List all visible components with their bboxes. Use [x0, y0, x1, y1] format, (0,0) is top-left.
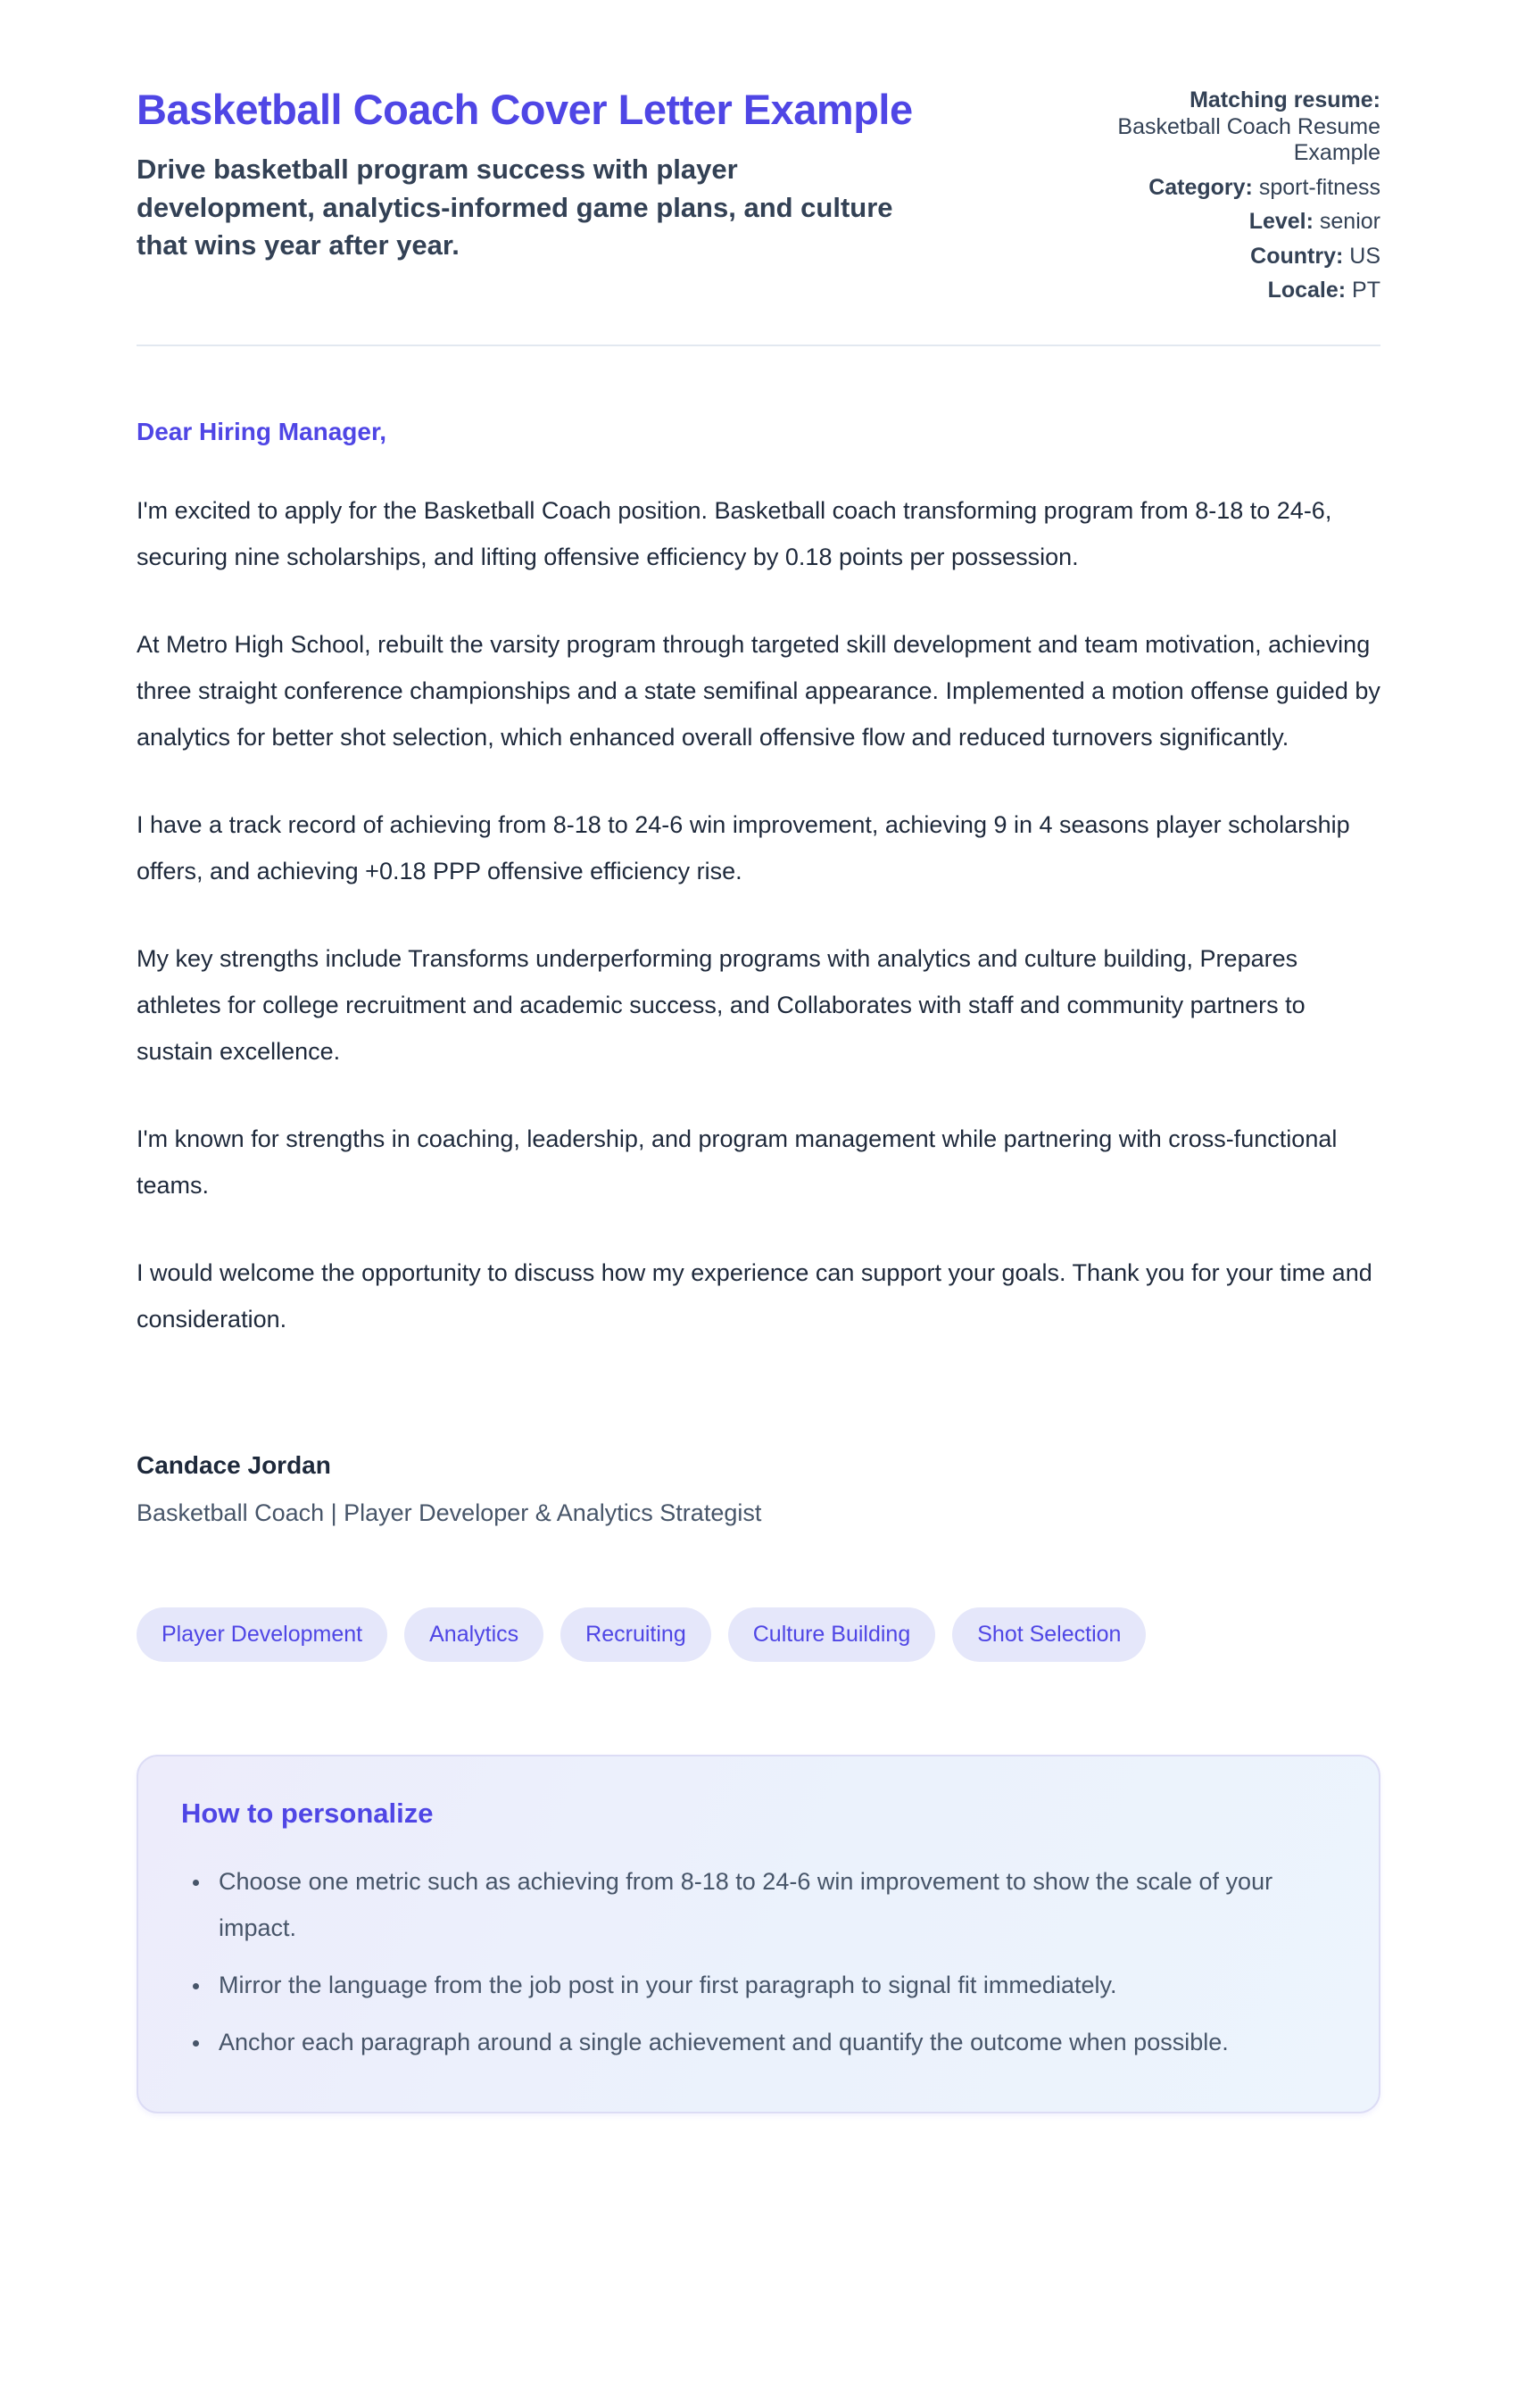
meta-category-value: sport-fitness	[1258, 174, 1380, 200]
letter-paragraph: My key strengths include Transforms underperforming programs with analytics and culture building, Prepares athletes for college recruitment and academic success, and Collaborates with staff and community partners to sustain excellence.	[137, 944, 1306, 1065]
page-subtitle: Drive basketball program success with player development, analytics-informed game plans, and culture that wins year after year.	[137, 153, 893, 262]
meta-country-value: US	[1349, 243, 1380, 269]
page-title: Basketball Coach Cover Letter Example	[137, 86, 913, 133]
letter-paragraph: At Metro High School, rebuilt the varsity program through targeted skill development and team motivation, achieving three straight conference championships and a state semifinal appearance. Implemented a motion offense guided by analytics for better shot selection, which enhanced overall offensive flow and reduced turnovers significantly.	[137, 630, 1380, 751]
letter-body	[137, 418, 1380, 1527]
tips-list	[181, 1858, 1336, 2065]
how-to-personalize-card	[137, 1755, 1380, 2113]
tag-recruiting[interactable]: Recruiting	[560, 1607, 711, 1662]
tips-title: How to personalize	[181, 1797, 434, 1829]
letter-paragraph: I have a track record of achieving from 8-18 to 24-6 win improvement, achieving 9 in 4 seasons player scholarship offers, and achieving +0.18 PPP offensive efficiency rise.	[137, 810, 1350, 884]
meta-locale	[1104, 278, 1380, 304]
tag-player-development[interactable]: Player Development	[137, 1607, 387, 1662]
meta-level	[1104, 209, 1380, 236]
tag-culture-building[interactable]: Culture Building	[728, 1607, 936, 1662]
letter-paragraph: I would welcome the opportunity to discuss how my experience can support your goals. Thank you for your time and consideration.	[137, 1258, 1372, 1333]
tips-item: • Choose one metric such as achieving from 8-18 to 24-6 win improvement to show the scale of your impact.	[211, 1858, 1336, 1951]
tips-item: • Anchor each paragraph around a single achievement and quantify the outcome when possible.	[211, 2019, 1336, 2065]
signature-name: Candace Jordan	[137, 1450, 331, 1479]
page-header	[137, 80, 1380, 312]
letter-paragraph: I'm known for strengths in coaching, leadership, and program management while partnering with cross-functional teams.	[137, 1125, 1338, 1199]
meta-matching-resume-label: Matching resume:	[1190, 87, 1380, 112]
header-title-block	[137, 80, 922, 265]
meta-level-value: senior	[1319, 209, 1380, 234]
meta-category-label: Category:	[1148, 174, 1253, 200]
meta-country-label: Country:	[1250, 243, 1344, 269]
tag-analytics[interactable]: Analytics	[404, 1607, 543, 1662]
letter-greeting: Dear Hiring Manager,	[137, 417, 387, 445]
matching-resume-link[interactable]: Basketball Coach Resume Example	[1117, 113, 1380, 165]
resume-meta	[1104, 80, 1380, 312]
tips-item: • Mirror the language from the job post in your first paragraph to signal fit immediately.	[211, 1962, 1336, 2008]
header-divider	[137, 345, 1380, 346]
signature-role: Basketball Coach | Player Developer & Analytics Strategist	[137, 1499, 762, 1526]
tag-shot-selection[interactable]: Shot Selection	[952, 1607, 1146, 1662]
meta-matching-resume	[1104, 87, 1380, 167]
meta-locale-value: PT	[1352, 278, 1380, 303]
tag-list	[137, 1607, 1380, 1662]
meta-category	[1104, 175, 1380, 202]
meta-level-label: Level:	[1248, 209, 1314, 234]
meta-locale-label: Locale:	[1267, 278, 1347, 303]
page-content	[137, 0, 1380, 2113]
meta-country	[1104, 244, 1380, 270]
letter-paragraph: I'm excited to apply for the Basketball Coach position. Basketball coach transforming program from 8-18 to 24-6, securing nine scholarships, and lifting offensive efficiency by 0.18 points per possession.	[137, 496, 1332, 570]
